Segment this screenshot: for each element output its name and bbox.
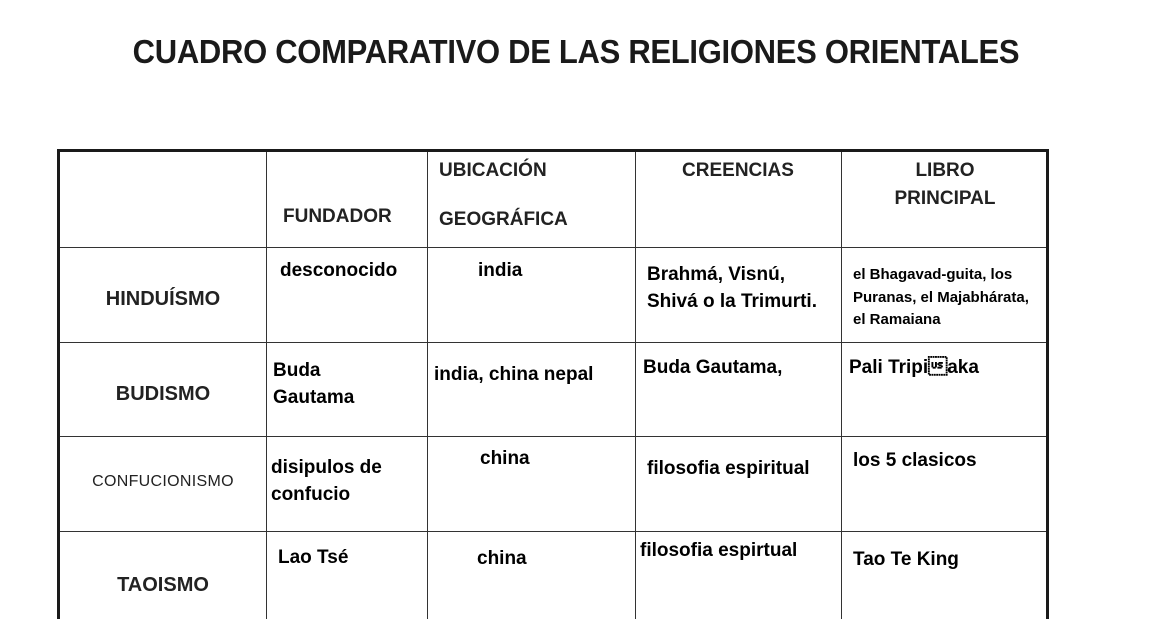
libro-value: Pali Tripi aka [849,357,979,378]
fundador-value: Lao Tsé [278,547,349,568]
religion-name: BUDISMO [115,383,211,405]
header-ubicacion-line2: GEOGRÁFICA [439,209,568,230]
row-divider [60,531,1046,532]
fundador-value: disipulos de confucio [271,457,382,505]
libro-value: los 5 clasicos [853,450,977,471]
page-title: CUADRO COMPARATIVO DE LAS RELIGIONES ORIENTALES [132,32,1020,71]
comparison-table [57,149,1049,619]
religion-name: HINDUÍSMO [105,288,221,310]
ubicacion-value: china [480,448,530,469]
row-divider [60,247,1046,248]
creencias-value: Brahmá, Visnú, Shivá o la Trimurti. [647,264,817,312]
header-creencias: CREENCIAS [682,160,794,181]
creencias-value: filosofia espiritual [647,458,810,479]
libro-value: Tao Te King [853,549,959,570]
fundador-value: desconocido [280,260,398,281]
religion-name: CONFUCIONISMO [92,473,234,490]
libro-value: el Bhagavad-guita, los Puranas, el Majabhárata, el Ramaiana [853,266,1029,328]
row-divider [60,436,1046,437]
header-libro-line2: PRINCIPAL [894,188,996,209]
fundador-value: Buda Gautama [273,360,355,408]
header-ubicacion-line1: UBICACIÓN [439,160,547,181]
creencias-value: filosofia espirtual [640,540,798,561]
religion-name: TAOISMO [117,574,209,596]
row-divider [60,342,1046,343]
column-divider [427,152,428,619]
column-divider [266,152,267,619]
column-divider [841,152,842,619]
ubicacion-value: china [477,548,527,569]
column-divider [635,152,636,619]
ubicacion-value: india, china nepal [434,364,594,385]
ubicacion-value: india [478,260,523,281]
header-fundador: FUNDADOR [283,206,392,227]
header-libro-line1: LIBRO [915,160,975,181]
creencias-value: Buda Gautama, [643,357,783,378]
